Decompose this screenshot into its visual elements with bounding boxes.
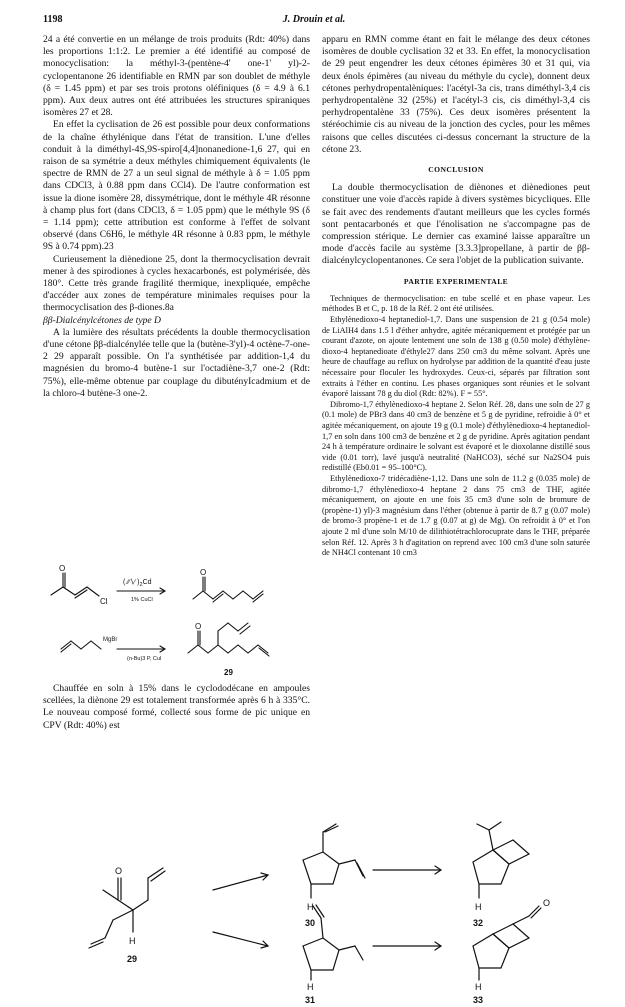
left-column — [43, 34, 310, 400]
oxygen-label: O — [195, 622, 202, 631]
chlorobutenone-structure — [51, 573, 99, 598]
compound-label: 31 — [305, 995, 316, 1005]
oxygen-label: O — [543, 898, 551, 908]
paragraph: Ethylènedioxo-7 tridécadiène-1,12. Dans une soln de 11.2 g (0.035 mole) de dibromo-1,7 éthylènedioxo-4 heptane 2 dans 75 cm3 de THF, agitée mécaniquement, on ajoute en une fois 35 cm3 d'une soln de bromure de (propène-1) yl)-3 magnésium dans l'éther (obtenue à partir de 8.7 g (0.07 mole) de bromo-3 propène-1 et de 1.7 g (0.07 at g) de Mg). On refroidit à 0° et l'on ajoute 2 ml d'une soln M/10 de dilithiotétrachlorocuprate dans le THF, préparée selon Réf. 12. Après 3 h d'agitation on reprend avec 100 cm3 d'une soln saturée de NH4Cl contenant 10 cm3 — [322, 473, 590, 558]
paragraph: Chauffée en soln à 15% dans le cyclododécane en ampoules scellées, la diènone 29 est totalement transformée après 6 h à 335°C. Le nouveau composé formé, collecté sous forme de pic unique en CPV (Rdt: 40%) est — [43, 683, 310, 731]
reagent-catalyst-2: (n-Bu)3 P, CuI — [127, 656, 162, 662]
paragraph: 24 a été convertie en un mélange de trois produits (Rdt: 40%) dans les proportions 1:1:2. Le premier a été identifié au composé de monocyclisation: la méthyl-3-(pentène-4' one-1' yl)-2-cyclopentanone 26 identifiable en RMN par son doublet de méthyle (δ = 1.45 ppm) et par ses trois protons oléfiniques (δ = 4.9 à 6.1 ppm). Aux deux autres ont été attribuées les structures spiraniques isomères 27 et 28. — [43, 34, 310, 119]
experimental-heading: PARTIE EXPERIMENTALE — [403, 276, 509, 286]
grignard-label: MgBr — [103, 637, 118, 643]
hydrogen-label: H — [475, 902, 482, 912]
synthesis-scheme — [43, 563, 310, 681]
cadmium-reagent: ( ∕∕∖∕ )$_2Cd$ — [123, 579, 152, 588]
experimental-section — [322, 294, 590, 559]
paragraph: apparu en RMN comme étant en fait le mélange des deux cétones isomères de double cyclisation 32 et 33. En effet, la monocyclisation de 29 peut engendrer les deux cétones épimères 30 et 31 qui, via deux énols épimères (au niveau du méthyle du cycle), donnent deux cétones perhydropentalèniques: l'acétyl-3a cis, trans diméthyl-3,4 cis perhydropentalène 32 (25%) et l'acétyl-3 cis, cis diméthyl-3,4 cis perhydropentalène 33 (75%). Ces deux isomères présentent la stéréochimie cis au niveau de la jonction des cycles, pour les mêmes raisons que celles discutées ci-dessus concernant la structure de la cétone 23. — [322, 34, 590, 155]
compound-label: 29 — [127, 954, 138, 964]
compound-label: 32 — [473, 918, 484, 928]
hydrogen-label: H — [475, 982, 482, 992]
oxygen-label: O — [59, 564, 66, 573]
hydrogen-label: H — [129, 936, 136, 946]
cyclisation-scheme — [43, 820, 595, 1005]
right-column — [322, 34, 590, 559]
butenyl-grignard-structure — [61, 641, 101, 652]
compound-31-structure — [303, 905, 363, 980]
conclusion-heading: CONCLUSION — [428, 165, 484, 175]
chlorine-label: Cl — [100, 597, 108, 606]
octadienone-structure — [193, 577, 263, 602]
compound-32-structure — [473, 822, 529, 898]
running-header — [43, 14, 585, 30]
compound-label: 29 — [224, 668, 233, 677]
compound-29-structure — [89, 868, 165, 948]
compound-label: 33 — [473, 995, 484, 1005]
oxygen-label: O — [115, 866, 123, 876]
section-subheading: ββ-Dialcénylcétones de type D — [43, 314, 161, 326]
paragraph: Curieusement la diènedione 25, dont la thermocyclisation devrait mener à des spirodiones à cycles hexacarbonés, est polymérisée, dès 180°. Cette très grande fragilité thermique, inexpliquée, empêche d'accéder aux zones de température minimales requises pour la thermocyclisation des β-diones.8a — [43, 253, 310, 314]
oxygen-label: O — [200, 568, 207, 577]
running-authors: J. Drouin et al. — [282, 14, 346, 25]
paragraph: Ethylènedioxo-4 heptanediol-1,7. Dans une suspension de 21 g (0.54 mole) de LiAlH4 dans 1.5 l d'éther anhydre, agitée mécaniquement et protégée par un courant d'azote, on ajoute lentement une soln de 138 g (0.50 mole) d'éthylène-dioxo-4 heptanedioate d'éthyle27 dans 250 cm3 du même solvant. Après une heure de chauffage au reflux on hydrolyse par addition de la quantité d'eau juste nécessaire pour floculer les hydroxydes. Ceux-ci, séparés par filtration sont extraits à l'éther en continu. Les phases organiques sont réunies et le solvant évaporé laissant 78 g du diol (Rdt: 82%). F = 55°. — [322, 315, 590, 399]
paragraph: La double thermocyclisation de diènones et diènediones peut constituer une voie d'accès rapide à divers systèmes bicycliques. Elle se fait avec des rendements d'autant meilleurs que les cycles formés sont pentacarbonés et que l'énolisation ne s'accompagne pas de compression stérique. Le dernier cas examiné laisse apparaître un mode d'accès facile au système [3.3.3]propellane, à partir de ββ-dialcénylcyclopentanones. Ce sera l'objet de la publication suivante. — [322, 182, 590, 267]
hydrogen-label: H — [307, 982, 314, 992]
paragraph: A la lumière des résultats précédents la double thermocyclisation d'une cétone ββ-dialcénylée telle que la (butène-3'yl)-4 octène-7-one-2 29 apparaît possible. On l'a synthétisée par addition-1,4 du magnésien du bromo-4 butène-1 sur l'octadiène-3,7 one-2 (Rdt: 75%), elle-même obtenue par couplage du dibutényIcadmium et de la chloro-4 butène-3 one-2. — [43, 326, 310, 399]
compound-30-structure — [303, 824, 365, 898]
reagent-catalyst-1: 1% CuCl — [131, 597, 153, 603]
hydrogen-label: H — [307, 902, 314, 912]
paragraph: En effet la cyclisation de 26 est possible pour deux conformations de la chaîne éthylénique dans l'état de transition. L'une d'elles conduit à la diméthyl-4S,9S-spiro[4,4]nonanedione-1,6 27, qui en raison de sa symétrie a deux méthyles chimiquement équivalents (le spectre de RMN de 27 a un seul signal de méthyle à δ = 1.05 ppm dans CDCl3, à 0.88 ppm dans CCl4). De l'autre conformation est issue la dione isomère 28, dissymétrique, dont le méthyle 4R résonne à champ plus fort (dans CDCl3, δ = 1.05 ppm) que le méthyle 9S (δ = 1.14 ppm); cette attribution est conforme à l'effet de solvant observé (dans C6H6, le méthyle 4R résonne à 0.83 ppm, le méthyle 9S à 0.74 ppm).23 — [43, 119, 310, 253]
paragraph: Techniques de thermocyclisation: en tube scellé et en phase vapeur. Les méthodes B et C, p. 18 de la Réf. 2 ont été utilisées. — [322, 293, 590, 314]
left-column-continued — [43, 683, 310, 732]
page-number: 1198 — [43, 14, 63, 25]
paragraph: Dibromo-1,7 éthylènedioxo-4 heptane 2. Selon Réf. 28, dans une soln de 27 g (0.1 mole) de PBr3 dans 40 cm3 de benzène et 5 g de pyridine, refroidie à 0° et agitée mécaniquement, on ajoute 19 g (0.1 mole) d'éthylènedioxo-4 heptanediol-1,7 en soln dans 100 cm3 de benzène et 2 g de pyridine. Après agitation pendant 24 h à température ordinaire le solvant est évaporé et le dioxolanne distillé sous vide (0.01 torr), lavé jusqu'à neutralité (NaHCO3), séché sur Na2SO4 puis redistillé (Eb0.01 = 95–100°C). — [322, 399, 590, 473]
compound-label: 30 — [305, 918, 316, 928]
compound-33-structure — [473, 906, 541, 980]
